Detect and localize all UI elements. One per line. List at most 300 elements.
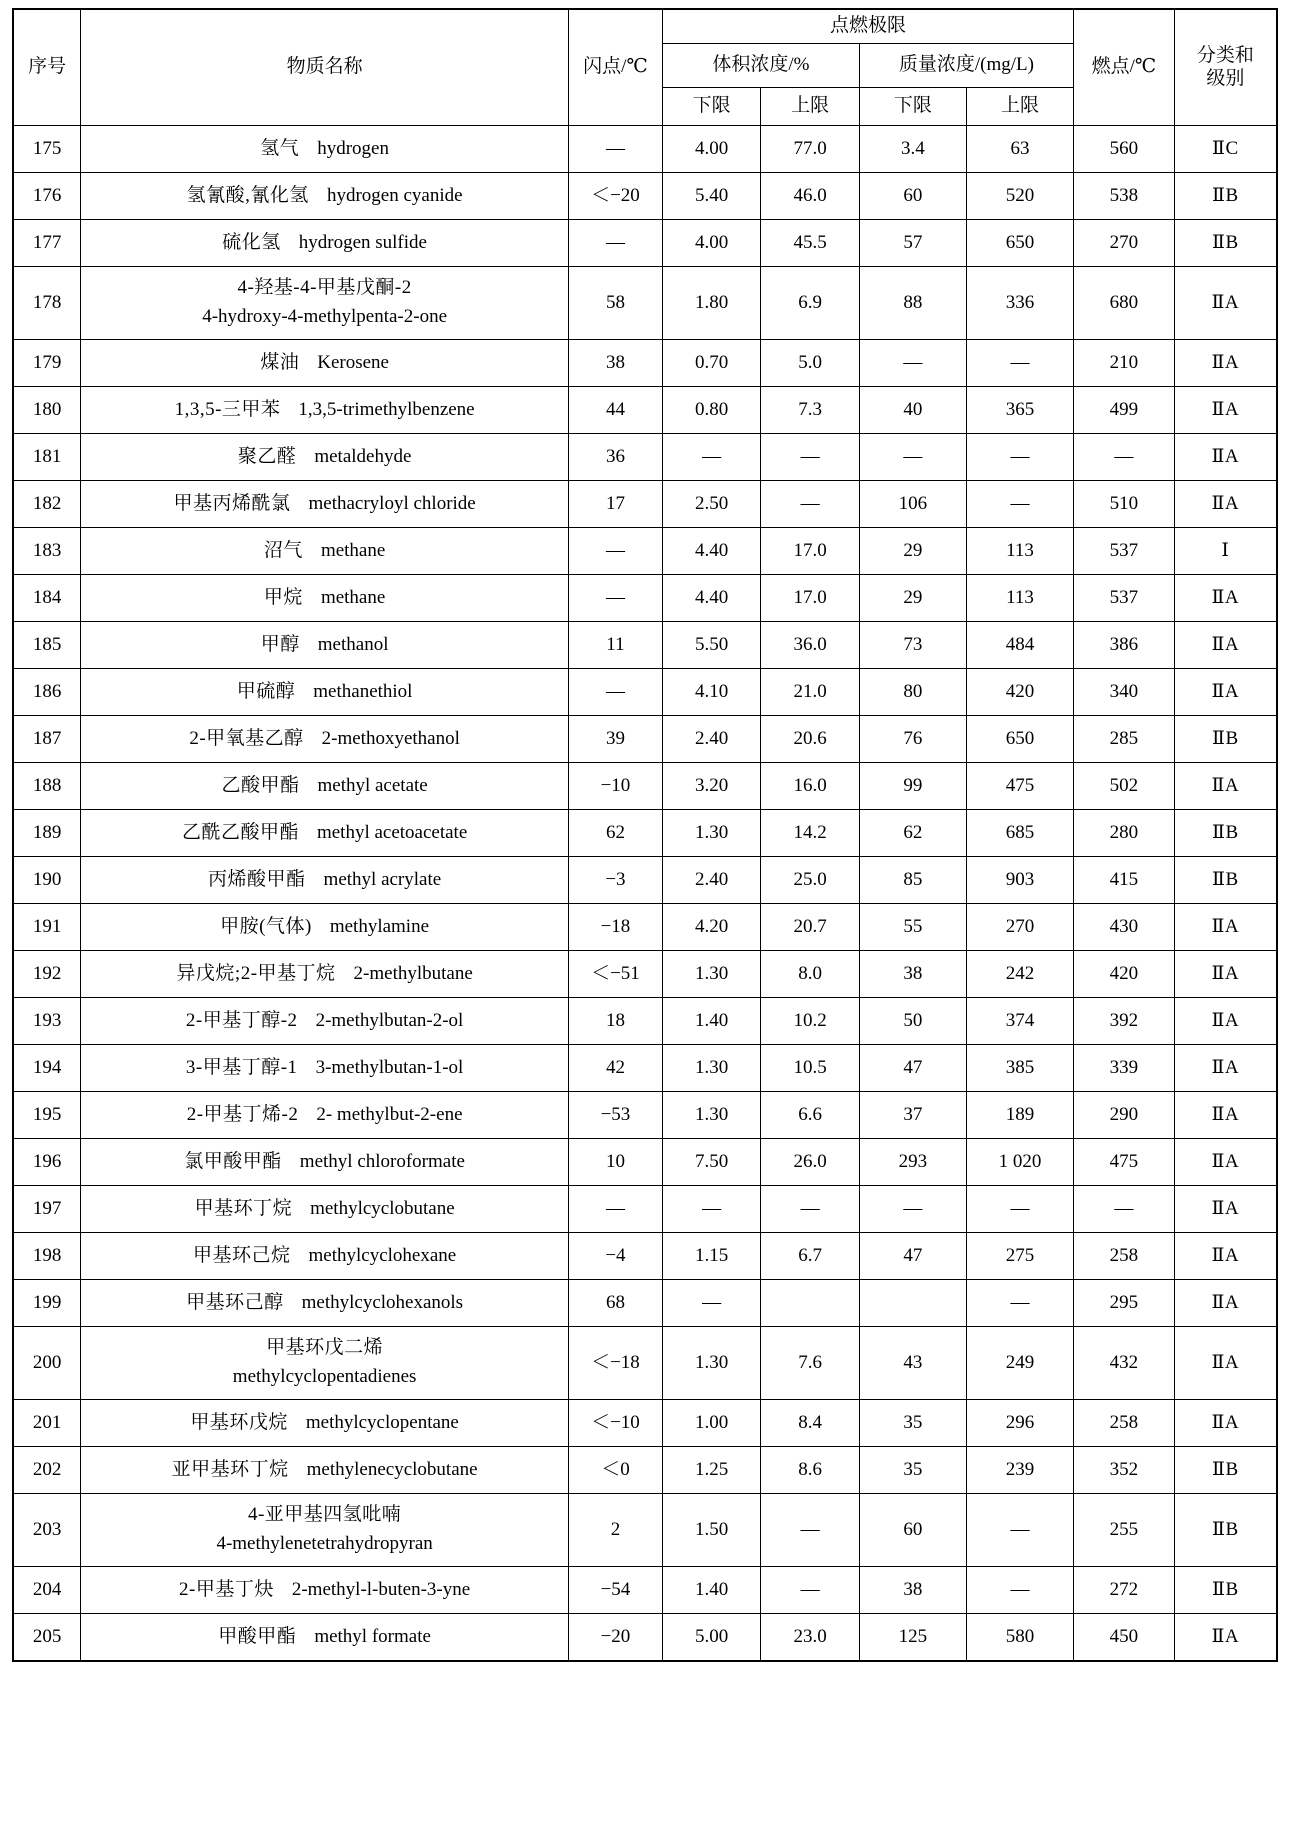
cell-vol-upper-limit: 17.0 (761, 527, 859, 574)
substance-name-en: methylcyclohexanols (301, 1291, 464, 1313)
cell-ignition-point: 680 (1074, 266, 1175, 339)
substance-name-zh: 3-甲基丁醇-1 (185, 1056, 298, 1078)
substance-name-zh: 聚乙醛 (237, 445, 297, 467)
table-row (13, 809, 1277, 856)
cell-vol-upper-limit: 20.7 (761, 903, 859, 950)
cell-classification: ⅡB (1174, 715, 1277, 762)
cell-flash-point: −4 (568, 1232, 662, 1279)
cell-substance-name (81, 715, 569, 762)
cell-mass-lower-limit: 29 (859, 527, 966, 574)
cell-substance-name (81, 574, 569, 621)
cell-flash-point: 2 (568, 1493, 662, 1566)
cell-flash-point: 58 (568, 266, 662, 339)
cell-mass-lower-limit: 38 (859, 950, 966, 997)
substance-name-en: methylcyclopentadienes (232, 1365, 417, 1387)
cell-mass-upper-limit: 475 (966, 762, 1073, 809)
table-row (13, 1493, 1277, 1566)
table-row (13, 219, 1277, 266)
cell-mass-lower-limit: 85 (859, 856, 966, 903)
cell-classification: ⅡB (1174, 1493, 1277, 1566)
cell-mass-lower-limit: 125 (859, 1613, 966, 1661)
cell-mass-lower-limit: 35 (859, 1446, 966, 1493)
cell-serial-number: 199 (13, 1279, 81, 1326)
substance-name-zh: 煤油 (260, 351, 300, 373)
cell-vol-upper-limit: 26.0 (761, 1138, 859, 1185)
cell-classification: ⅡB (1174, 809, 1277, 856)
cell-vol-upper-limit: 77.0 (761, 125, 859, 172)
cell-vol-upper-limit: 23.0 (761, 1613, 859, 1661)
cell-flash-point: 17 (568, 480, 662, 527)
cell-vol-lower-limit: 1.40 (662, 1566, 760, 1613)
cell-substance-name (81, 762, 569, 809)
table-row (13, 527, 1277, 574)
cell-mass-lower-limit: — (859, 433, 966, 480)
cell-mass-lower-limit: 60 (859, 172, 966, 219)
cell-serial-number: 178 (13, 266, 81, 339)
substance-name-en: 3-methylbutan-1-ol (315, 1056, 464, 1078)
cell-substance-name (81, 1138, 569, 1185)
cell-vol-lower-limit: 7.50 (662, 1138, 760, 1185)
table-row (13, 433, 1277, 480)
substance-name-zh: 2-甲基丁烯-2 (186, 1103, 299, 1125)
cell-flash-point: ＜0 (568, 1446, 662, 1493)
cell-ignition-point: 430 (1074, 903, 1175, 950)
cell-mass-upper-limit: 580 (966, 1613, 1073, 1661)
substance-name-zh: 4-羟基-4-甲基戊酮-2 (237, 277, 412, 298)
substance-name-zh: 甲基环己醇 (186, 1291, 284, 1313)
substance-name-zh: 硫化氢 (222, 231, 281, 253)
cell-mass-lower-limit: 73 (859, 621, 966, 668)
table-row (13, 1326, 1277, 1399)
cell-mass-upper-limit: 650 (966, 715, 1073, 762)
cell-ignition-point: 415 (1074, 856, 1175, 903)
cell-mass-lower-limit: 43 (859, 1326, 966, 1399)
table-row (13, 621, 1277, 668)
substance-name-en: methane (320, 586, 386, 608)
substance-name-zh: 亚甲基环丁烷 (171, 1458, 289, 1480)
cell-mass-upper-limit: 249 (966, 1326, 1073, 1399)
cell-vol-lower-limit: 4.40 (662, 527, 760, 574)
cell-mass-upper-limit: 113 (966, 527, 1073, 574)
cell-flash-point: ＜−20 (568, 172, 662, 219)
cell-classification: ⅡA (1174, 266, 1277, 339)
substance-name-zh: 氢气 (260, 137, 300, 159)
header-ignition-point: 燃点/℃ (1074, 9, 1175, 125)
cell-vol-lower-limit: 5.50 (662, 621, 760, 668)
cell-vol-lower-limit: 1.30 (662, 1091, 760, 1138)
header-classification-line1: 分类和 (1196, 44, 1254, 66)
table-row (13, 903, 1277, 950)
table-row (13, 1232, 1277, 1279)
cell-classification: ⅡA (1174, 433, 1277, 480)
cell-mass-upper-limit: — (966, 1566, 1073, 1613)
table-row (13, 1185, 1277, 1232)
cell-ignition-point: 537 (1074, 574, 1175, 621)
table-row (13, 1279, 1277, 1326)
cell-serial-number: 205 (13, 1613, 81, 1661)
cell-serial-number: 195 (13, 1091, 81, 1138)
cell-substance-name (81, 1044, 569, 1091)
cell-ignition-point: 258 (1074, 1399, 1175, 1446)
cell-mass-upper-limit: — (966, 1279, 1073, 1326)
cell-serial-number: 200 (13, 1326, 81, 1399)
cell-ignition-point: 339 (1074, 1044, 1175, 1091)
cell-serial-number: 196 (13, 1138, 81, 1185)
cell-substance-name (81, 1091, 569, 1138)
cell-classification: ⅡC (1174, 125, 1277, 172)
cell-flash-point: −54 (568, 1566, 662, 1613)
table-row (13, 1566, 1277, 1613)
cell-mass-upper-limit: 685 (966, 809, 1073, 856)
cell-flash-point: 62 (568, 809, 662, 856)
substance-name-en: 4-methylenetetrahydropyran (216, 1532, 433, 1554)
header-no: 序号 (13, 9, 81, 125)
cell-serial-number: 180 (13, 386, 81, 433)
cell-serial-number: 183 (13, 527, 81, 574)
substance-name-zh: 1,3,5-三甲苯 (174, 398, 281, 420)
substance-name-en: 2-methyl-l-buten-3-yne (291, 1578, 471, 1600)
substance-name-zh: 甲基环己烷 (192, 1244, 291, 1266)
cell-vol-upper-limit: — (761, 1185, 859, 1232)
cell-substance-name (81, 1493, 569, 1566)
cell-substance-name (81, 1232, 569, 1279)
cell-ignition-point: 280 (1074, 809, 1175, 856)
cell-substance-name (81, 809, 569, 856)
cell-classification: ⅡA (1174, 339, 1277, 386)
cell-classification: ⅡA (1174, 1044, 1277, 1091)
table-row (13, 762, 1277, 809)
cell-substance-name (81, 266, 569, 339)
cell-classification: ⅡA (1174, 1326, 1277, 1399)
table-row (13, 997, 1277, 1044)
cell-mass-lower-limit: 47 (859, 1232, 966, 1279)
substance-name-zh: 甲醇 (260, 633, 300, 655)
cell-vol-upper-limit: 6.6 (761, 1091, 859, 1138)
cell-mass-upper-limit: 650 (966, 219, 1073, 266)
substance-name-en: methyl acetoacetate (316, 821, 468, 843)
cell-serial-number: 192 (13, 950, 81, 997)
cell-classification: ⅡA (1174, 997, 1277, 1044)
substance-name-en: 2- methylbut-2-ene (316, 1103, 463, 1125)
cell-vol-upper-limit: 36.0 (761, 621, 859, 668)
cell-classification: ⅡA (1174, 480, 1277, 527)
cell-substance-name (81, 433, 569, 480)
substance-name-zh: 2-甲基丁醇-2 (185, 1009, 298, 1031)
cell-classification: ⅡB (1174, 856, 1277, 903)
cell-mass-upper-limit: 270 (966, 903, 1073, 950)
cell-mass-lower-limit: 40 (859, 386, 966, 433)
table-row (13, 715, 1277, 762)
header-name: 物质名称 (81, 9, 569, 125)
cell-flash-point: 10 (568, 1138, 662, 1185)
cell-serial-number: 190 (13, 856, 81, 903)
table-row (13, 1613, 1277, 1661)
cell-flash-point: — (568, 668, 662, 715)
cell-vol-upper-limit: — (761, 1566, 859, 1613)
cell-vol-upper-limit: 10.5 (761, 1044, 859, 1091)
cell-flash-point: −10 (568, 762, 662, 809)
substance-name-zh: 2-甲氧基乙醇 (189, 727, 304, 749)
cell-mass-lower-limit: 99 (859, 762, 966, 809)
cell-vol-lower-limit: 1.40 (662, 997, 760, 1044)
cell-mass-upper-limit: — (966, 1185, 1073, 1232)
cell-vol-lower-limit: 2.50 (662, 480, 760, 527)
cell-serial-number: 204 (13, 1566, 81, 1613)
cell-classification: ⅡA (1174, 621, 1277, 668)
cell-flash-point: 42 (568, 1044, 662, 1091)
header-vol-upper: 上限 (761, 87, 859, 125)
cell-vol-lower-limit: — (662, 1279, 760, 1326)
cell-serial-number: 187 (13, 715, 81, 762)
cell-mass-upper-limit: — (966, 433, 1073, 480)
cell-mass-upper-limit: 903 (966, 856, 1073, 903)
substance-name-zh: 异戊烷;2-甲基丁烷 (176, 962, 336, 984)
cell-serial-number: 182 (13, 480, 81, 527)
substance-name-zh: 甲酸甲酯 (218, 1625, 297, 1647)
cell-serial-number: 184 (13, 574, 81, 621)
substance-name-zh: 甲基环丁烷 (194, 1197, 293, 1219)
cell-substance-name (81, 856, 569, 903)
cell-substance-name (81, 480, 569, 527)
table-row (13, 574, 1277, 621)
cell-classification: ⅡA (1174, 386, 1277, 433)
cell-mass-upper-limit: 374 (966, 997, 1073, 1044)
cell-ignition-point: 560 (1074, 125, 1175, 172)
cell-mass-upper-limit: 189 (966, 1091, 1073, 1138)
cell-vol-upper-limit: 21.0 (761, 668, 859, 715)
cell-substance-name (81, 621, 569, 668)
cell-ignition-point: 295 (1074, 1279, 1175, 1326)
cell-ignition-point: 420 (1074, 950, 1175, 997)
cell-substance-name (81, 1185, 569, 1232)
table-row (13, 386, 1277, 433)
cell-flash-point: 36 (568, 433, 662, 480)
substance-name-en: Kerosene (317, 351, 389, 373)
header-flash-point: 闪点/℃ (568, 9, 662, 125)
substance-name-zh: 沼气 (263, 539, 303, 561)
cell-mass-lower-limit: 76 (859, 715, 966, 762)
cell-serial-number: 193 (13, 997, 81, 1044)
table-row (13, 1044, 1277, 1091)
header-volume-concentration: 体积浓度/% (662, 43, 859, 87)
cell-mass-upper-limit: — (966, 339, 1073, 386)
cell-ignition-point: 475 (1074, 1138, 1175, 1185)
cell-ignition-point: 285 (1074, 715, 1175, 762)
cell-substance-name (81, 903, 569, 950)
cell-substance-name (81, 997, 569, 1044)
table-row (13, 339, 1277, 386)
cell-vol-lower-limit: — (662, 433, 760, 480)
cell-vol-upper-limit: 25.0 (761, 856, 859, 903)
cell-flash-point: 38 (568, 339, 662, 386)
cell-flash-point: 39 (568, 715, 662, 762)
substance-name-zh: 甲基环戊烷 (190, 1411, 288, 1433)
cell-classification: ⅡA (1174, 668, 1277, 715)
cell-vol-upper-limit: 14.2 (761, 809, 859, 856)
cell-vol-lower-limit: 2.40 (662, 856, 760, 903)
cell-flash-point: 11 (568, 621, 662, 668)
cell-classification: ⅡA (1174, 1279, 1277, 1326)
cell-classification: ⅡA (1174, 1091, 1277, 1138)
cell-classification: ⅡB (1174, 172, 1277, 219)
header-classification (1174, 9, 1277, 125)
cell-flash-point: — (568, 219, 662, 266)
cell-substance-name (81, 950, 569, 997)
cell-serial-number: 177 (13, 219, 81, 266)
cell-vol-lower-limit: 1.30 (662, 1044, 760, 1091)
cell-vol-lower-limit: 1.30 (662, 1326, 760, 1399)
cell-ignition-point: — (1074, 1185, 1175, 1232)
cell-vol-upper-limit: 8.6 (761, 1446, 859, 1493)
substance-name-zh: 甲基环戊二烯 (266, 1337, 384, 1358)
cell-ignition-point: 502 (1074, 762, 1175, 809)
cell-vol-lower-limit: 0.80 (662, 386, 760, 433)
cell-vol-lower-limit: 5.00 (662, 1613, 760, 1661)
substance-name-en: methanethiol (313, 680, 413, 702)
cell-serial-number: 179 (13, 339, 81, 386)
cell-vol-upper-limit: 8.4 (761, 1399, 859, 1446)
substance-name-en: methane (320, 539, 386, 561)
cell-mass-upper-limit: 239 (966, 1446, 1073, 1493)
cell-ignition-point: 510 (1074, 480, 1175, 527)
cell-serial-number: 175 (13, 125, 81, 172)
cell-vol-upper-limit: 10.2 (761, 997, 859, 1044)
cell-flash-point: — (568, 1185, 662, 1232)
cell-classification: ⅡA (1174, 1232, 1277, 1279)
table-header (13, 9, 1277, 125)
cell-mass-upper-limit: — (966, 1493, 1073, 1566)
cell-vol-lower-limit: 5.40 (662, 172, 760, 219)
cell-mass-lower-limit: 3.4 (859, 125, 966, 172)
cell-substance-name (81, 172, 569, 219)
cell-vol-lower-limit: 1.25 (662, 1446, 760, 1493)
cell-mass-lower-limit: 35 (859, 1399, 966, 1446)
substance-name-en: 2-methoxyethanol (321, 727, 460, 749)
cell-ignition-point: 537 (1074, 527, 1175, 574)
cell-serial-number: 191 (13, 903, 81, 950)
cell-vol-upper-limit: 20.6 (761, 715, 859, 762)
cell-vol-lower-limit: 1.00 (662, 1399, 760, 1446)
cell-mass-lower-limit: 106 (859, 480, 966, 527)
substance-name-en: hydrogen sulfide (298, 231, 427, 253)
substance-name-zh: 氯甲酸甲酯 (184, 1150, 282, 1172)
cell-mass-lower-limit: 88 (859, 266, 966, 339)
cell-mass-lower-limit: 57 (859, 219, 966, 266)
table-row (13, 668, 1277, 715)
cell-mass-upper-limit: 336 (966, 266, 1073, 339)
cell-vol-upper-limit: — (761, 1493, 859, 1566)
cell-vol-lower-limit: 4.00 (662, 125, 760, 172)
cell-vol-upper-limit: 8.0 (761, 950, 859, 997)
cell-flash-point: ＜−18 (568, 1326, 662, 1399)
header-mass-concentration: 质量浓度/(mg/L) (859, 43, 1073, 87)
cell-substance-name (81, 125, 569, 172)
table-row (13, 480, 1277, 527)
cell-vol-upper-limit: 17.0 (761, 574, 859, 621)
cell-vol-lower-limit: 1.30 (662, 809, 760, 856)
cell-vol-upper-limit: 6.7 (761, 1232, 859, 1279)
substance-name-en: methyl acrylate (323, 868, 442, 890)
table-row (13, 1446, 1277, 1493)
table-row (13, 950, 1277, 997)
substance-name-zh: 氢氰酸,氰化氢 (186, 184, 309, 206)
cell-classification: ⅡA (1174, 903, 1277, 950)
substance-name-en: 2-methylbutane (353, 962, 473, 984)
cell-serial-number: 188 (13, 762, 81, 809)
header-classification-line2: 级别 (1206, 68, 1245, 90)
cell-substance-name (81, 386, 569, 433)
cell-mass-lower-limit: — (859, 339, 966, 386)
cell-vol-lower-limit: 3.20 (662, 762, 760, 809)
substance-name-en: 2-methylbutan-2-ol (315, 1009, 464, 1031)
cell-flash-point: ＜−51 (568, 950, 662, 997)
cell-ignition-point: 255 (1074, 1493, 1175, 1566)
cell-vol-lower-limit: 4.00 (662, 219, 760, 266)
cell-serial-number: 201 (13, 1399, 81, 1446)
cell-vol-upper-limit (761, 1279, 859, 1326)
cell-mass-lower-limit: 37 (859, 1091, 966, 1138)
cell-vol-upper-limit: — (761, 433, 859, 480)
cell-ignition-point: 210 (1074, 339, 1175, 386)
substance-name-zh: 甲基丙烯酰氯 (173, 492, 291, 514)
substance-name-en: metaldehyde (314, 445, 412, 467)
cell-ignition-point: 340 (1074, 668, 1175, 715)
cell-vol-lower-limit: 1.30 (662, 950, 760, 997)
header-mass-lower: 下限 (859, 87, 966, 125)
cell-serial-number: 185 (13, 621, 81, 668)
cell-mass-upper-limit: 275 (966, 1232, 1073, 1279)
substance-name-en: hydrogen (317, 137, 389, 159)
header-ignition-limits: 点燃极限 (662, 9, 1073, 43)
cell-flash-point: −53 (568, 1091, 662, 1138)
cell-vol-upper-limit: 7.6 (761, 1326, 859, 1399)
cell-ignition-point: 538 (1074, 172, 1175, 219)
substance-name-en: methanol (317, 633, 389, 655)
cell-substance-name (81, 1566, 569, 1613)
cell-serial-number: 186 (13, 668, 81, 715)
cell-mass-lower-limit: 80 (859, 668, 966, 715)
cell-vol-lower-limit: 4.10 (662, 668, 760, 715)
cell-substance-name (81, 1279, 569, 1326)
cell-vol-upper-limit: 16.0 (761, 762, 859, 809)
cell-vol-upper-limit: 46.0 (761, 172, 859, 219)
cell-mass-lower-limit: 60 (859, 1493, 966, 1566)
substance-name-zh: 4-亚甲基四氢吡喃 (247, 1504, 402, 1525)
substance-name-zh: 甲硫醇 (236, 680, 296, 702)
cell-flash-point: 44 (568, 386, 662, 433)
substance-name-zh: 甲烷 (263, 586, 303, 608)
cell-serial-number: 198 (13, 1232, 81, 1279)
cell-vol-upper-limit: 7.3 (761, 386, 859, 433)
cell-flash-point: −18 (568, 903, 662, 950)
cell-substance-name (81, 1613, 569, 1661)
cell-mass-upper-limit: 1 020 (966, 1138, 1073, 1185)
cell-vol-upper-limit: 6.9 (761, 266, 859, 339)
cell-substance-name (81, 668, 569, 715)
cell-classification: ⅡB (1174, 219, 1277, 266)
cell-mass-upper-limit: 520 (966, 172, 1073, 219)
table-row (13, 856, 1277, 903)
substance-name-en: 1,3,5-trimethylbenzene (298, 398, 475, 420)
substance-name-en: methylenecyclobutane (306, 1458, 478, 1480)
substance-name-en: methylcyclohexane (308, 1244, 457, 1266)
cell-flash-point: — (568, 527, 662, 574)
cell-ignition-point: 270 (1074, 219, 1175, 266)
cell-vol-upper-limit: 5.0 (761, 339, 859, 386)
substance-name-en: methyl acetate (317, 774, 428, 796)
cell-mass-upper-limit: 296 (966, 1399, 1073, 1446)
substance-name-en: hydrogen cyanide (326, 184, 463, 206)
